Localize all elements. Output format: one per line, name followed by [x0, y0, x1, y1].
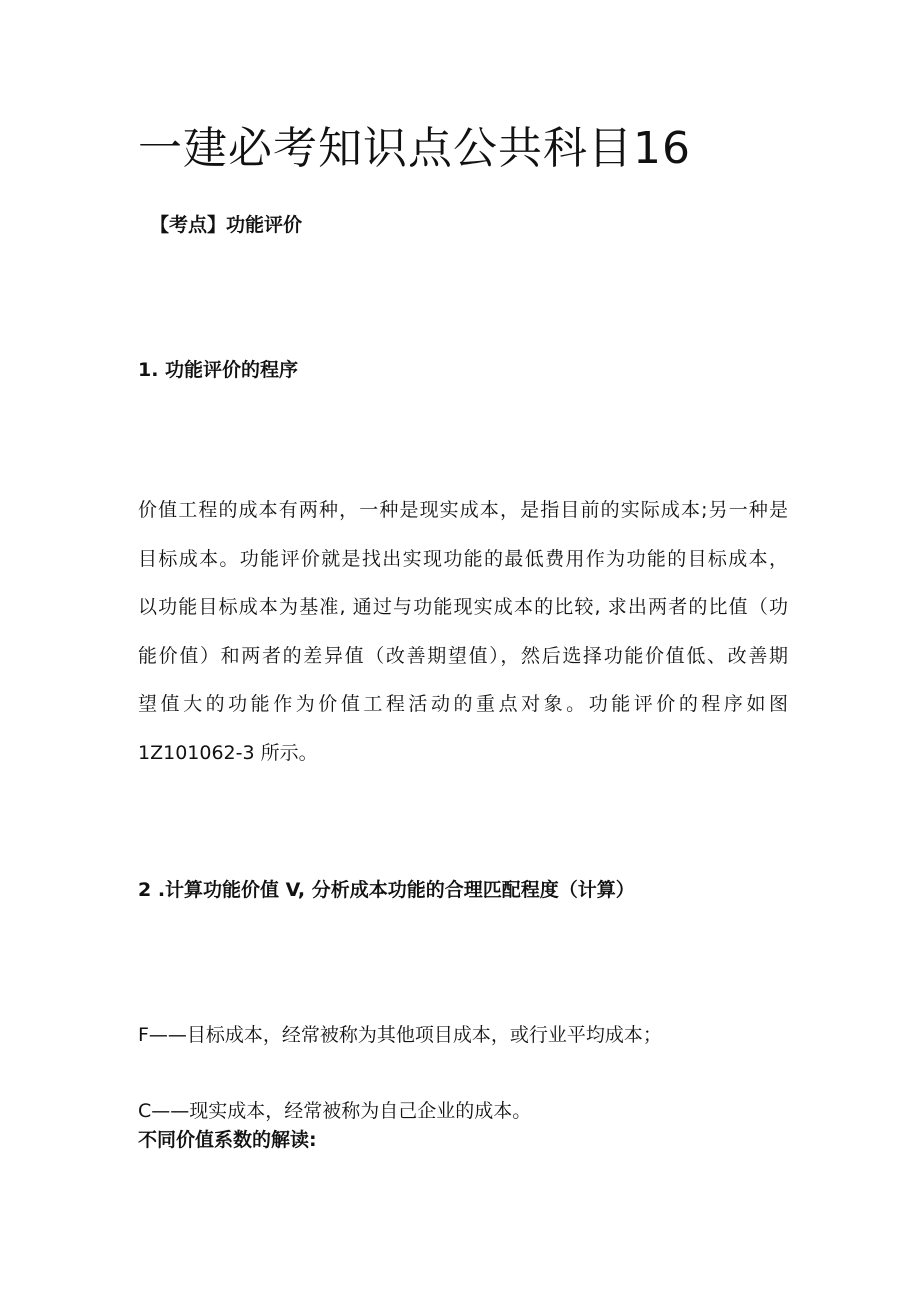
definition-c: C——现实成本，经常被称为自己企业的成本。: [138, 1100, 532, 1122]
subheading-value-coefficient: 不同价值系数的解读:: [138, 1129, 317, 1151]
page-title: 一建必考知识点公共科目16: [138, 123, 691, 174]
kaodian-heading: 【考点】功能评价: [150, 214, 303, 236]
paragraph-line: 望值大的功能作为价值工程活动的重点对象。功能评价的程序如图: [138, 693, 788, 715]
definition-f: F——目标成本，经常被称为其他项目成本，或行业平均成本；: [138, 1024, 662, 1046]
paragraph-line: 1Z101062-3 所示。: [138, 741, 318, 764]
section-heading-1: 1. 功能评价的程序: [138, 359, 299, 381]
paragraph-line: 价值工程的成本有两种，一种是现实成本，是指目前的实际成本;另一种是: [138, 499, 788, 521]
paragraph-line: 以功能目标成本为基准, 通过与功能现实成本的比较, 求出两者的比值（功: [138, 596, 788, 618]
section-heading-2: 2 .计算功能价值 V, 分析成本功能的合理匹配程度（计算）: [138, 879, 635, 901]
body-paragraph: [138, 486, 788, 777]
paragraph-line: 目标成本。功能评价就是找出实现功能的最低费用作为功能的目标成本，: [138, 547, 788, 570]
paragraph-line: 能价值）和两者的差异值（改善期望值），然后选择功能价值低、改善期: [138, 644, 788, 667]
